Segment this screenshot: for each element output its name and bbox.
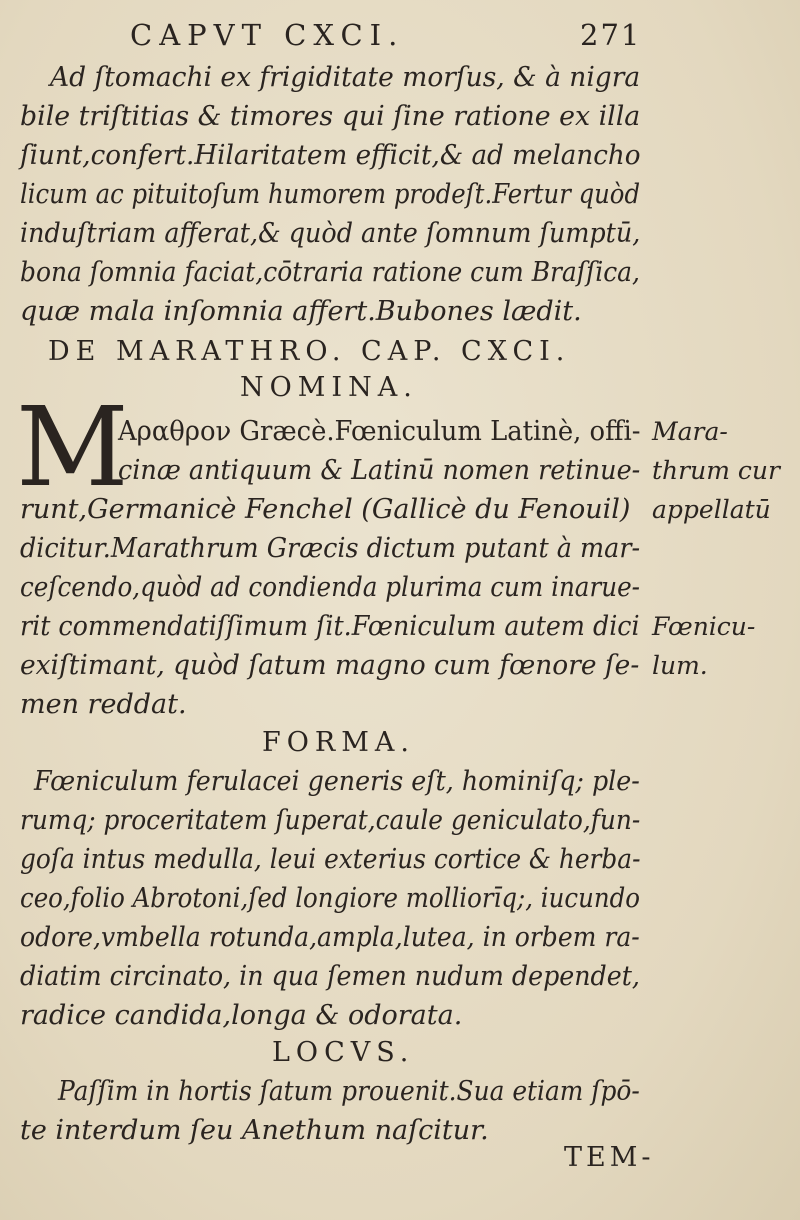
intro-line: licum ac pituitoſum humorem prodeſt.Fertur quòd: [20, 179, 641, 210]
locus-line: te interdum ſeu Anethum naſcitur.: [20, 1115, 489, 1146]
page-number: 271: [580, 18, 642, 52]
section-heading-nomina: NOMINA.: [240, 372, 418, 403]
running-head: [0, 18, 800, 58]
section-heading-locus: LOCVS.: [272, 1037, 415, 1068]
intro-line: quæ mala inſomnia affert.Bubones lædit.: [20, 296, 582, 327]
nomina-line: dicitur.Marathrum Græcis dictum putant à mar-: [20, 533, 641, 564]
margin-note: Mara-: [652, 417, 728, 446]
chapter-heading: DE MARATHRO. CAP. CXCI.: [48, 336, 571, 367]
catchword: TEM-: [564, 1142, 655, 1173]
forma-line: radice candida,longa & odorata.: [20, 1000, 463, 1031]
nomina-line: exiſtimant, quòd ſatum magno cum fœnore ſe-: [20, 650, 640, 681]
forma-line: goſa intus medulla, leui exterius cortice & herba-: [20, 844, 641, 875]
section-heading-forma: FORMA.: [262, 727, 415, 758]
nomina-line: men reddat.: [20, 689, 187, 720]
intro-line: Ad ſtomachi ex frigiditate morſus, & à nigra: [50, 62, 641, 93]
intro-line: ſiunt,confert.Hilaritatem efficit,& ad melancho: [20, 140, 641, 171]
forma-line: rumq; proceritatem ſuperat,caule geniculato,fun-: [20, 805, 641, 836]
forma-line: ceo,folio Abrotoni,ſed longiore molliorīq;, iucundo: [20, 883, 640, 914]
nomina-line: Αραθρον Græcè.Fœniculum Latinè, offi-: [118, 416, 641, 447]
nomina-line: runt,Germanicè Fenchel (Gallicè du Fenouil): [20, 494, 631, 525]
forma-line: Fœniculum ferulacei generis eſt, hominiſq; ple-: [34, 766, 640, 797]
intro-line: bona ſomnia faciat,cōtraria ratione cum Braſſica,: [20, 257, 640, 288]
margin-note: appellatū: [652, 495, 771, 524]
nomina-line: cinæ antiquum & Latinū nomen retinue-: [118, 455, 641, 486]
forma-line: diatim circinato, in qua ſemen nudum dependet,: [20, 961, 640, 992]
drop-cap: M: [16, 383, 129, 511]
forma-line: odore,vmbella rotunda,ampla,lutea, in orbem ra-: [20, 922, 640, 953]
margin-note: thrum cur: [652, 456, 780, 485]
locus-line: Paſſim in hortis ſatum prouenit.Sua etiam ſpō-: [58, 1076, 640, 1107]
nomina-line: ceſcendo,quòd ad condienda plurima cum inarue-: [20, 572, 641, 603]
margin-note: Fœnicu-: [652, 612, 756, 641]
margin-note: lum.: [652, 651, 708, 680]
nomina-line: rit commendatiſſimum ſit.Fœniculum autem dici: [20, 611, 640, 642]
intro-line: bile triſtitias & timores qui ſine ratione ex illa: [20, 101, 641, 132]
intro-line: induſtriam afferat,& quòd ante ſomnum ſumptū,: [20, 218, 641, 249]
running-title: CAPVT CXCI.: [130, 18, 405, 52]
